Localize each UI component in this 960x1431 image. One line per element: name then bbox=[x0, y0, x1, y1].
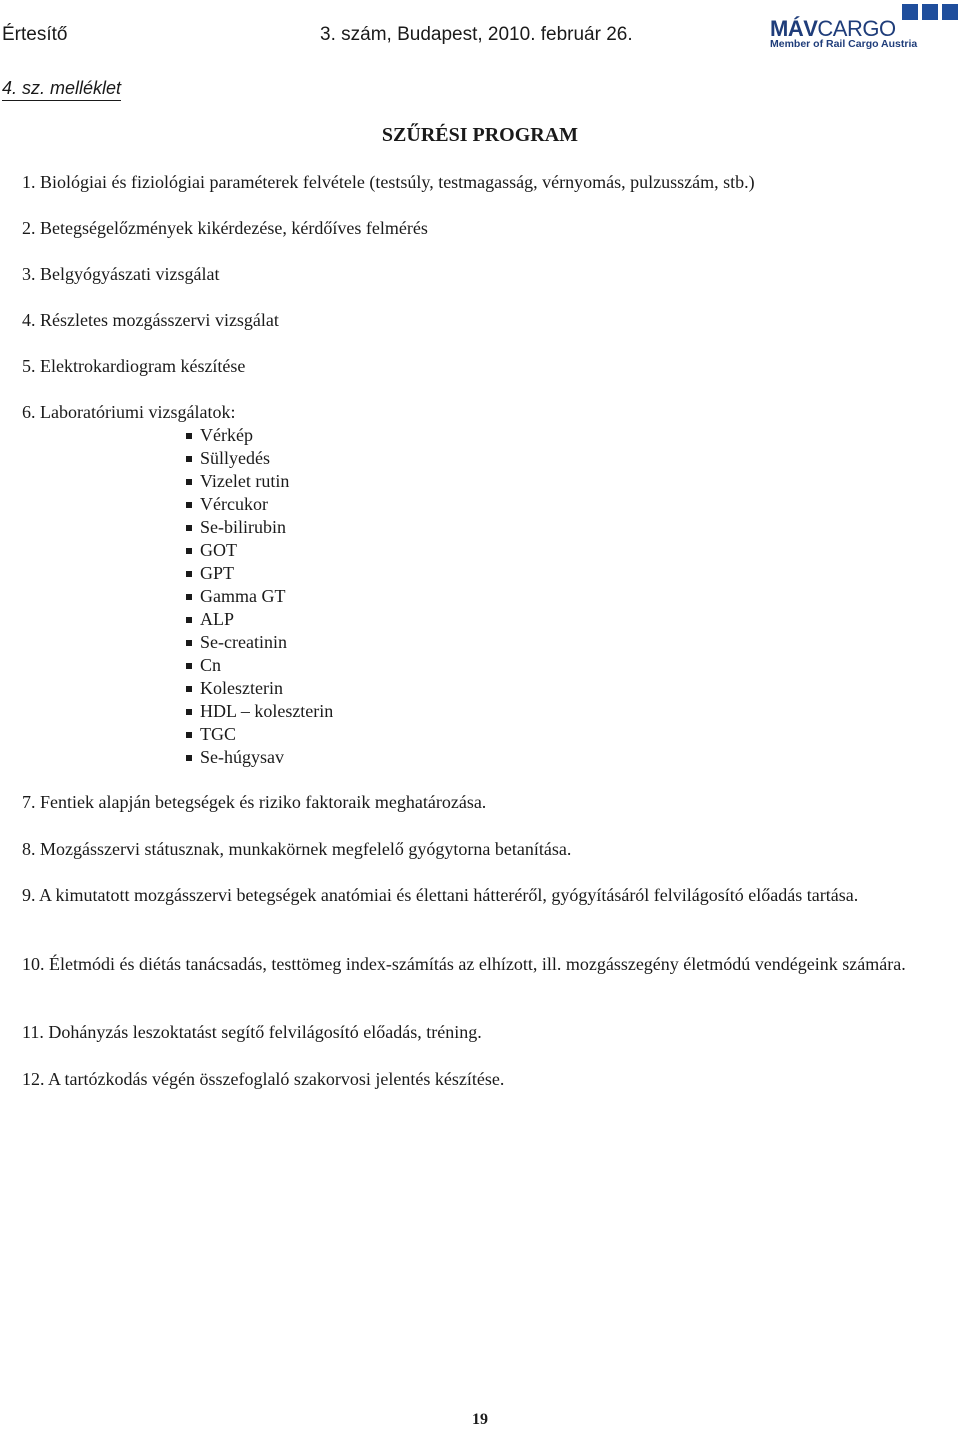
list-item: 7. Fentiek alapján betegségek és riziko faktoraik meghatározása. bbox=[22, 792, 487, 812]
list-item: 12. A tartózkodás végén összefoglaló szakorvosi jelentés készítése. bbox=[22, 1069, 505, 1089]
page-header bbox=[0, 0, 960, 56]
list-item: 5. Elektrokardiogram készítése bbox=[22, 356, 246, 376]
logo-squares-icon bbox=[902, 4, 958, 20]
page-title: SZŰRÉSI PROGRAM bbox=[381, 124, 579, 146]
lab-test-item: GOT bbox=[186, 539, 333, 562]
lab-test-item: HDL – koleszterin bbox=[186, 700, 333, 723]
lab-test-item: Vérkép bbox=[186, 424, 333, 447]
issue-info: 3. szám, Budapest, 2010. február 26. bbox=[320, 24, 633, 45]
list-item: 11. Dohányzás leszoktatást segítő felvilágosító előadás, tréning. bbox=[22, 1022, 482, 1042]
lab-test-item: Vércukor bbox=[186, 493, 333, 516]
lab-test-item: Vizelet rutin bbox=[186, 470, 333, 493]
list-item: 4. Részletes mozgásszervi vizsgálat bbox=[22, 310, 279, 330]
list-item: 1. Biológiai és fiziológiai paraméterek felvétele (testsúly, testmagasság, vérnyomás, pulzusszám, stb.) bbox=[22, 172, 755, 192]
lab-test-item: Gamma GT bbox=[186, 585, 333, 608]
lab-tests-list bbox=[186, 424, 333, 769]
annex-label: 4. sz. melléklet bbox=[2, 78, 121, 101]
lab-test-item: Se-húgysav bbox=[186, 746, 333, 769]
lab-test-item: GPT bbox=[186, 562, 333, 585]
list-item: 10. Életmódi és diétás tanácsadás, testtömeg index-számítás az elhízott, ill. mozgásszegény életmódú vendégeink számára. bbox=[22, 954, 906, 974]
lab-test-item: Cn bbox=[186, 654, 333, 677]
mavcargo-logo bbox=[770, 2, 960, 52]
list-item: 2. Betegségelőzmények kikérdezése, kérdőíves felmérés bbox=[22, 218, 428, 238]
lab-test-item: Süllyedés bbox=[186, 447, 333, 470]
lab-test-item: Koleszterin bbox=[186, 677, 333, 700]
list-item: 3. Belgyógyászati vizsgálat bbox=[22, 264, 220, 284]
logo-wordmark: MÁVCARGO bbox=[770, 16, 896, 41]
lab-test-item: Se-creatinin bbox=[186, 631, 333, 654]
logo-tagline: Member of Rail Cargo Austria bbox=[770, 38, 918, 50]
page-number: 19 bbox=[472, 1411, 488, 1428]
lab-test-item: Se-bilirubin bbox=[186, 516, 333, 539]
list-item: 9. A kimutatott mozgásszervi betegségek anatómiai és élettani hátteréről, gyógyításáról felvilágosító előadás tartása. bbox=[22, 885, 859, 905]
publication-name: Értesítő bbox=[2, 24, 68, 45]
list-item: 8. Mozgásszervi státusznak, munkakörnek megfelelő gyógytorna betanítása. bbox=[22, 839, 572, 859]
lab-test-item: TGC bbox=[186, 723, 333, 746]
lab-test-item: ALP bbox=[186, 608, 333, 631]
list-item: 6. Laboratóriumi vizsgálatok: bbox=[22, 402, 236, 422]
